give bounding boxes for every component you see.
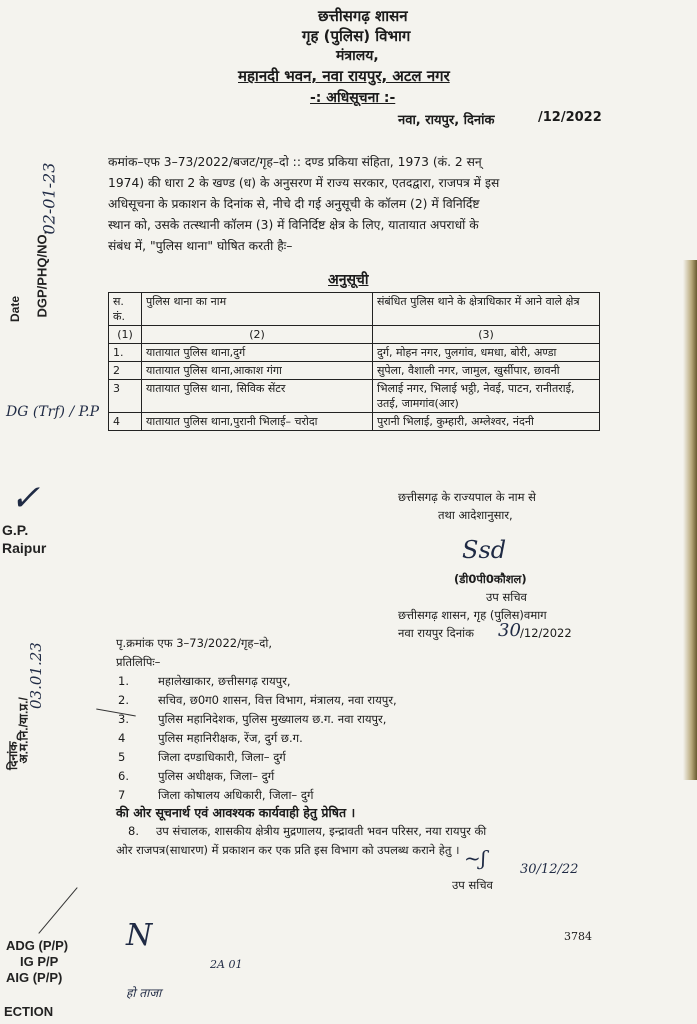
item8-line-b: ओर राजपत्र(साधारण) में प्रकाशन कर एक प्रति इस विभाग को उपलब्ध कराने हेतु ।	[116, 843, 460, 857]
header-cell-name: पुलिस थाना का नाम	[142, 293, 373, 326]
row-station: यातायात पुलिस थाना,पुरानी भिलाई– चरोदा	[142, 413, 373, 431]
inward-ref-stamp: अ.म.नि./या.प्र./	[16, 697, 31, 764]
table-row	[109, 344, 600, 362]
signature-date-hand: 30	[498, 620, 521, 641]
official-department: छत्तीसगढ़ शासन, गृह (पुलिस)वमाग	[398, 608, 547, 622]
raipur-stamp: Raipur	[2, 540, 47, 556]
header-govt: छत्तीसगढ़ शासन	[318, 7, 408, 25]
hand-note-bottom-2: 2A 01	[210, 958, 243, 971]
signature-official: Ssd	[462, 536, 507, 564]
pen-stroke	[38, 887, 77, 934]
section-stamp: ECTION	[4, 1004, 54, 1019]
row-sn: 1.	[109, 344, 142, 362]
official-name: (डी0पी0कौशल)	[454, 572, 527, 586]
official-designation: उप सचिव	[486, 590, 527, 604]
schedule-table	[108, 292, 600, 431]
header-address: महानदी भवन, नवा रायपुर, अटल नगर	[238, 67, 450, 85]
row-area: दुर्ग, मोहन नगर, पुलगांव, धमधा, बोरी, अण्डा	[373, 344, 600, 362]
dgp-date-label: Date	[8, 295, 22, 322]
hand-initial-bottom: N	[126, 918, 153, 953]
signature-date-rest: /12/2022	[520, 626, 572, 640]
colnum-3: (3)	[373, 326, 600, 344]
row-station: यातायात पुलिस थाना,दुर्ग	[142, 344, 373, 362]
page-number: 3784	[564, 930, 592, 943]
inward-date-hand: 03.01.23	[27, 642, 45, 709]
copy-item-text: जिला कोषालय अधिकारी, जिला– दुर्ग	[158, 788, 314, 802]
header-cell-sn: स. कं.	[109, 293, 142, 326]
colnum-2: (2)	[142, 326, 373, 344]
copy-item-text: जिला दण्डाधिकारी, जिला– दुर्ग	[158, 750, 286, 764]
row-area: सुपेला, वैशाली नगर, जामुल, खुर्सीपार, छावनी	[373, 362, 600, 380]
header-cell-area: संबंधित पुलिस थाने के क्षेत्राधिकार में आने वाले क्षेत्र	[373, 293, 600, 326]
table-row	[109, 380, 600, 413]
date-blank: /12/2022	[538, 110, 602, 125]
copy-item-text: पुलिस अधीक्षक, जिला– दुर्ग	[158, 769, 275, 783]
second-sign-designation: उप सचिव	[452, 878, 493, 892]
body-line-5: संबंध में, "पुलिस थाना" घोषित करती हैः–	[108, 239, 293, 253]
copy-item-text: पुलिस महानिदेशक, पुलिस मुख्यालय छ.ग. नवा रायपुर,	[158, 712, 387, 726]
dgp-ref-label: DGP/PHQ/NO.	[34, 230, 50, 318]
copy-list-texts	[158, 672, 397, 805]
row-station: यातायात पुलिस थाना,आकाश गंगा	[142, 362, 373, 380]
body-line-2: 1974) की धारा 2 के खण्ड (ध) के अनुसरण में राज्य सरकार, एतदद्वारा, राजपत्र में इस	[108, 176, 500, 190]
pen-mark	[96, 709, 136, 717]
schedule-title: अनुसूची	[328, 272, 369, 288]
hand-note-bottom: हो ताजा	[126, 986, 162, 1000]
item8-line-a: उप संचालक, शासकीय क्षेत्रीय मुद्रणालय, इन्द्रावती भवन परिसर, नया रायपुर की	[156, 824, 487, 838]
copy-item-number: 4	[118, 731, 126, 745]
action-line: की ओर सूचनार्थ एवं आवश्यक कार्यवाही हेतु प्रेषित ।	[116, 805, 356, 820]
header-department: गृह (पुलिस) विभाग	[302, 27, 411, 45]
page-edge-shadow	[683, 260, 697, 780]
copy-item-number: 2.	[118, 693, 129, 707]
row-area: पुरानी भिलाई, कुम्हारी, अम्लेश्वर, नंदनी	[373, 413, 600, 431]
body-line-3: अधिसूचना के प्रकाशन के दिनांक से, नीचे दी गई अनुसूची के कॉलम (2) में विनिर्दिष्ट	[108, 197, 480, 211]
body-line-1: कमांक–एफ 3–73/2022/बजट/गृह–दो :: दण्ड प्रकिया संहिता, 1973 (कं. 2 सन्	[108, 155, 482, 169]
row-sn: 4	[109, 413, 142, 431]
inward-date-label: दिनांक	[6, 741, 20, 770]
item8-number: 8.	[128, 824, 139, 838]
place-date: नवा, रायपुर, दिनांक	[398, 113, 495, 128]
governor-order-line-2: तथा आदेशानुसार,	[438, 508, 513, 522]
signature-place-date: नवा रायपुर दिनांक	[398, 626, 474, 640]
body-line-4: स्थान को, उसके तत्स्थानी कॉलम (3) में विनिर्दिष्ट क्षेत्र के लिए, यातायात अपराधों के	[108, 218, 479, 232]
copy-item-number: 7	[118, 788, 126, 802]
copy-item-text: पुलिस महानिरीक्षक, रेंज, दुर्ग छ.ग.	[158, 731, 303, 745]
table-header-row	[109, 293, 600, 326]
table-row	[109, 362, 600, 380]
copy-item-text: सचिव, छ0ग0 शासन, वित्त विभाग, मंत्रालय, नवा रायपुर,	[158, 693, 397, 707]
endorsement-ref: पृ.क्रमांक एफ 3–73/2022/गृह–दो,	[116, 636, 273, 650]
aig-stamp: AIG (P/P)	[6, 970, 63, 985]
copy-item-number: 6.	[118, 769, 129, 783]
colnum-1: (1)	[109, 326, 142, 344]
ig-stamp: IG P/P	[20, 954, 59, 969]
endorsement-copy-label: प्रतिलिपिः–	[116, 655, 161, 669]
hand-tick-mark: ✓	[10, 478, 41, 519]
header-ministry: मंत्रालय,	[336, 48, 379, 64]
dg-trf-hand: DG (Trf) / P.P	[6, 404, 100, 420]
copy-item-number: 3.	[118, 712, 129, 726]
dgp-date-hand: 02-01-23	[39, 162, 59, 235]
copy-list-numbers	[118, 672, 129, 805]
copy-item-text: महालेखाकार, छत्तीसगढ़ रायपुर,	[158, 674, 291, 688]
copy-item-number: 5	[118, 750, 126, 764]
copy-item-number: 1.	[118, 674, 129, 688]
row-sn: 2	[109, 362, 142, 380]
adg-stamp: ADG (P/P)	[6, 938, 69, 953]
signature-second: ~ʃ	[464, 846, 487, 870]
governor-order-line-1: छत्तीसगढ़ के राज्यपाल के नाम से	[398, 490, 536, 504]
second-sign-date: 30/12/22	[520, 862, 579, 877]
row-area: भिलाई नगर, भिलाई भट्ठी, नेवई, पाटन, रानीतराई, उतई, जामगांव(आर)	[373, 380, 600, 413]
row-sn: 3	[109, 380, 142, 413]
row-station: यातायात पुलिस थाना, सिविक सेंटर	[142, 380, 373, 413]
gp-stamp: G.P.	[2, 522, 29, 538]
notification-title: -: अधिसूचना :-	[310, 90, 396, 106]
table-colnum-row	[109, 326, 600, 344]
table-row	[109, 413, 600, 431]
